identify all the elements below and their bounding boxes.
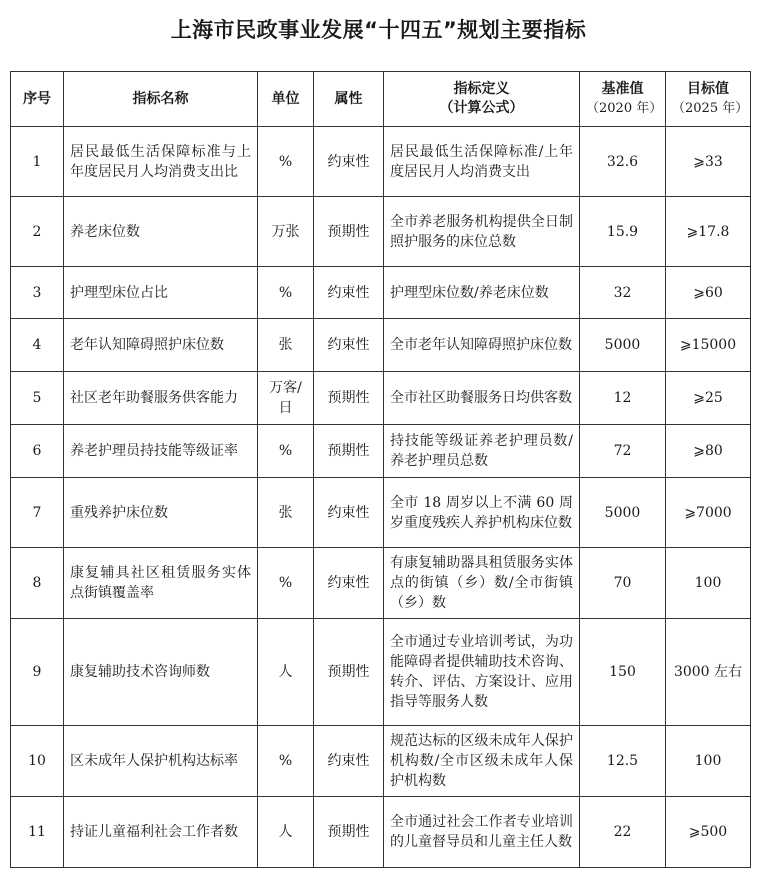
cell-unit: %: [258, 548, 314, 619]
cell-attr: 约束性: [314, 548, 384, 619]
table-row: [11, 197, 751, 267]
header-target-line1: 目标值: [687, 81, 729, 97]
cell-target: 100: [666, 726, 751, 797]
cell-baseline: 70: [580, 548, 666, 619]
cell-baseline: 5000: [580, 319, 666, 372]
cell-no: 7: [11, 478, 64, 548]
cell-baseline: 32.6: [580, 127, 666, 197]
indicators-table: [10, 71, 751, 868]
cell-unit: 张: [258, 478, 314, 548]
table-row: [11, 319, 751, 372]
cell-definition: 规范达标的区级未成年人保护机构数/全市区级未成年人保护机构数: [384, 726, 580, 797]
table-row: [11, 425, 751, 478]
cell-attr: 约束性: [314, 726, 384, 797]
header-definition-line2: （计算公式）: [439, 100, 524, 116]
cell-name: 康复辅助技术咨询师数: [64, 619, 258, 726]
header-unit: 单位: [258, 72, 314, 127]
cell-attr: 约束性: [314, 127, 384, 197]
cell-target: ⩾15000: [666, 319, 751, 372]
cell-no: 2: [11, 197, 64, 267]
cell-definition: 有康复辅助器具租赁服务实体点的街镇（乡）数/全市街镇（乡）数: [384, 548, 580, 619]
cell-target: ⩾80: [666, 425, 751, 478]
cell-name: 社区老年助餐服务供客能力: [64, 372, 258, 425]
cell-attr: 预期性: [314, 797, 384, 868]
cell-name: 区未成年人保护机构达标率: [64, 726, 258, 797]
cell-name: 养老床位数: [64, 197, 258, 267]
cell-unit: %: [258, 267, 314, 319]
cell-baseline: 5000: [580, 478, 666, 548]
header-row: [11, 72, 751, 127]
cell-definition: 全市 18 周岁以上不满 60 周岁重度残疾人养护机构床位数: [384, 478, 580, 548]
header-attr: 属性: [314, 72, 384, 127]
cell-attr: 预期性: [314, 619, 384, 726]
header-name: 指标名称: [64, 72, 258, 127]
cell-attr: 预期性: [314, 425, 384, 478]
cell-unit: 张: [258, 319, 314, 372]
cell-target: ⩾60: [666, 267, 751, 319]
cell-unit: 人: [258, 619, 314, 726]
cell-baseline: 150: [580, 619, 666, 726]
cell-target: 3000 左右: [666, 619, 751, 726]
header-target-line2: （2025 年）: [672, 101, 749, 116]
cell-target: ⩾33: [666, 127, 751, 197]
cell-name: 老年认知障碍照护床位数: [64, 319, 258, 372]
table-row: [11, 797, 751, 868]
cell-target: ⩾25: [666, 372, 751, 425]
cell-baseline: 15.9: [580, 197, 666, 267]
cell-no: 3: [11, 267, 64, 319]
cell-no: 11: [11, 797, 64, 868]
cell-unit: 万客/日: [258, 372, 314, 425]
cell-target: ⩾500: [666, 797, 751, 868]
cell-unit: 人: [258, 797, 314, 868]
table-row: [11, 372, 751, 425]
cell-definition: 全市老年认知障碍照护床位数: [384, 319, 580, 372]
cell-baseline: 32: [580, 267, 666, 319]
cell-baseline: 12: [580, 372, 666, 425]
table-row: [11, 726, 751, 797]
cell-name: 护理型床位占比: [64, 267, 258, 319]
cell-target: ⩾7000: [666, 478, 751, 548]
cell-name: 养老护理员持技能等级证率: [64, 425, 258, 478]
header-no: 序号: [11, 72, 64, 127]
header-definition-line1: 指标定义: [453, 81, 510, 97]
cell-definition: 全市通过社会工作者专业培训的儿童督导员和儿童主任人数: [384, 797, 580, 868]
cell-unit: %: [258, 425, 314, 478]
cell-no: 4: [11, 319, 64, 372]
cell-name: 康复辅具社区租赁服务实体点街镇覆盖率: [64, 548, 258, 619]
cell-definition: 护理型床位数/养老床位数: [384, 267, 580, 319]
cell-name: 重残养护床位数: [64, 478, 258, 548]
cell-unit: 万张: [258, 197, 314, 267]
cell-attr: 约束性: [314, 319, 384, 372]
cell-definition: 居民最低生活保障标准/上年度居民月人均消费支出: [384, 127, 580, 197]
table-row: [11, 267, 751, 319]
header-baseline-line1: 基准值: [601, 81, 644, 97]
cell-definition: 全市社区助餐服务日均供客数: [384, 372, 580, 425]
cell-no: 10: [11, 726, 64, 797]
header-baseline-line2: （2020 年）: [586, 101, 663, 116]
table-row: [11, 478, 751, 548]
cell-target: ⩾17.8: [666, 197, 751, 267]
cell-attr: 预期性: [314, 372, 384, 425]
cell-baseline: 22: [580, 797, 666, 868]
cell-baseline: 12.5: [580, 726, 666, 797]
cell-target: 100: [666, 548, 751, 619]
cell-definition: 全市通过专业培训考试，为功能障碍者提供辅助技术咨询、转介、评估、方案设计、应用指导等服务人数: [384, 619, 580, 726]
cell-no: 1: [11, 127, 64, 197]
cell-no: 5: [11, 372, 64, 425]
cell-attr: 约束性: [314, 478, 384, 548]
table-row: [11, 548, 751, 619]
cell-no: 8: [11, 548, 64, 619]
cell-unit: %: [258, 726, 314, 797]
header-baseline: [580, 72, 666, 127]
cell-attr: 约束性: [314, 267, 384, 319]
table-row: [11, 619, 751, 726]
cell-baseline: 72: [580, 425, 666, 478]
page-title: 上海市民政事业发展“十四五”规划主要指标: [170, 18, 587, 42]
cell-definition: 全市养老服务机构提供全日制照护服务的床位总数: [384, 197, 580, 267]
cell-definition: 持技能等级证养老护理员数/养老护理员总数: [384, 425, 580, 478]
cell-no: 9: [11, 619, 64, 726]
header-definition: [384, 72, 580, 127]
header-target: [666, 72, 751, 127]
cell-name: 居民最低生活保障标准与上年度居民月人均消费支出比: [64, 127, 258, 197]
cell-name: 持证儿童福利社会工作者数: [64, 797, 258, 868]
table-row: [11, 127, 751, 197]
cell-no: 6: [11, 425, 64, 478]
cell-attr: 预期性: [314, 197, 384, 267]
cell-unit: %: [258, 127, 314, 197]
